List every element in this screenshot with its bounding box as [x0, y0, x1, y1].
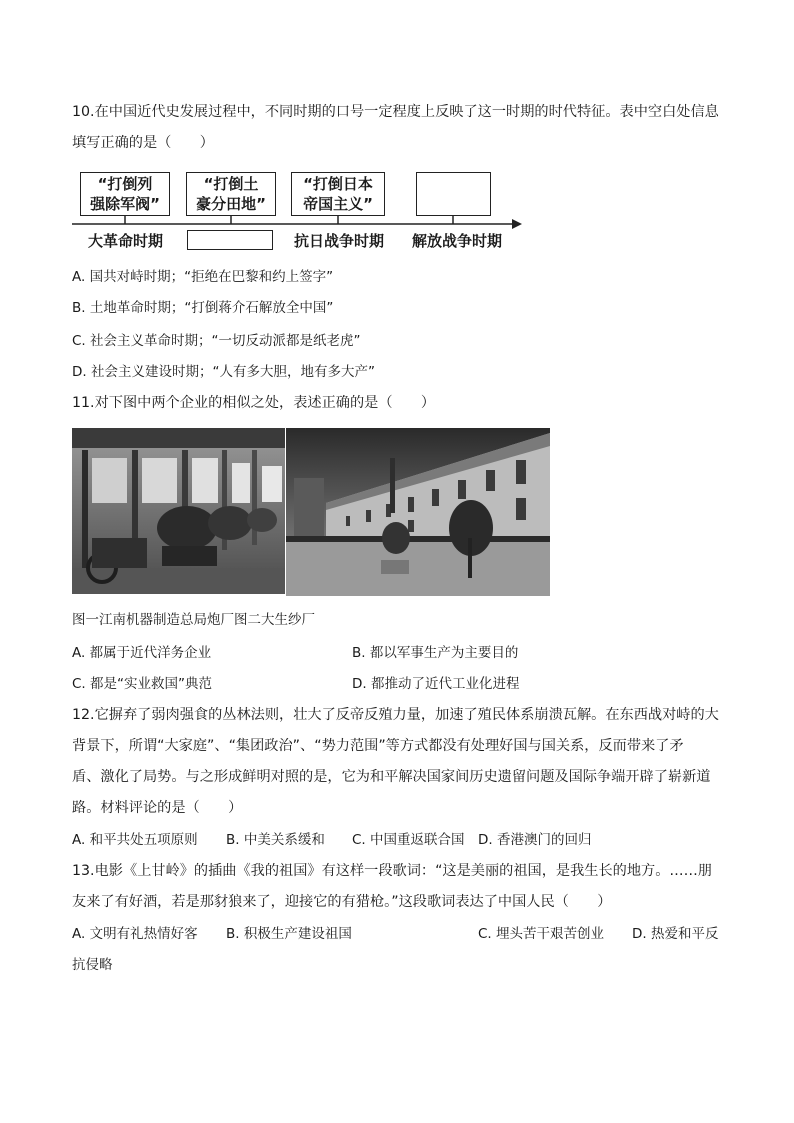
q11-option-b: B. 都以军事生产为主要目的: [352, 645, 519, 661]
q13-option-d: D. 热爱和平反: [632, 926, 719, 942]
q12-stem-line3: 盾、激化了局势。与之形成鲜明对照的是，它为和平解决国家间历史遗留问题及国际争端开辟了崭新道: [72, 769, 711, 785]
photo-jiangnan-arsenal: [72, 428, 285, 594]
q11-option-a: A. 都属于近代洋务企业: [72, 645, 212, 661]
q13-option-d-wrap: 抗侵略: [72, 957, 113, 973]
q10-option-c: C. 社会主义革命时期；“一切反动派都是纸老虎”: [72, 333, 361, 349]
q12-option-d: D. 香港澳门的回归: [478, 832, 592, 848]
q12-stem-line2: 背景下，所谓“大家庭”、“集团政治”、“势力范围”等方式都没有处理好国与国关系，反而带来了矛: [72, 738, 684, 754]
q10-stem-line1: 10.在中国近代史发展过程中，不同时期的口号一定程度上反映了这一时期的时代特征。表中空白处信息: [72, 104, 719, 120]
timeline-slogan-1: “打倒列 强除军阀”: [80, 172, 170, 216]
q13-stem-line2: 友来了有好酒，若是那豺狼来了，迎接它的有猎枪。”这段歌词表达了中国人民（ ）: [72, 894, 612, 910]
photo-dasheng-mill: [286, 428, 550, 596]
q12-option-b: B. 中美关系缓和: [226, 832, 325, 848]
q11-option-c: C. 都是“实业救国”典范: [72, 676, 212, 692]
timeline-slogan-2: “打倒土 豪分田地”: [186, 172, 276, 216]
q12-option-c: C. 中国重返联合国: [352, 832, 465, 848]
q12-stem-line1: 12.它摒弃了弱肉强食的丛林法则，壮大了反帝反殖力量，加速了殖民体系崩溃瓦解。在东西战对峙的大: [72, 707, 719, 723]
timeline-slogan-3: “打倒日本 帝国主义”: [291, 172, 385, 216]
q10-option-d: D. 社会主义建设时期；“人有多大胆，地有多大产”: [72, 364, 375, 380]
q12-option-a: A. 和平共处五项原则: [72, 832, 198, 848]
q11-stem: 11.对下图中两个企业的相似之处，表述正确的是（ ）: [72, 395, 436, 411]
timeline-period-1: 大革命时期: [88, 232, 164, 250]
timeline-period-blank: [187, 230, 273, 250]
timeline-axis: [0, 0, 794, 260]
q13-option-c: C. 埋头苦干艰苦创业: [478, 926, 605, 942]
q13-option-a: A. 文明有礼热情好客: [72, 926, 198, 942]
q11-caption: 图一江南机器制造总局炮厂图二大生纱厂: [72, 612, 315, 628]
timeline-period-3: 抗日战争时期: [294, 232, 385, 250]
q13-stem-line1: 13.电影《上甘岭》的插曲《我的祖国》有这样一段歌词：“这是美丽的祖国，是我生长的地方。……朋: [72, 863, 712, 879]
q10-option-a: A. 国共对峙时期；“拒绝在巴黎和约上签字”: [72, 269, 334, 285]
q11-option-d: D. 都推动了近代工业化进程: [352, 676, 520, 692]
q10-option-b: B. 土地革命时期；“打倒蒋介石解放全中国”: [72, 300, 334, 316]
timeline-period-4: 解放战争时期: [412, 232, 503, 250]
q12-stem-line4: 路。材料评论的是（ ）: [72, 800, 243, 816]
q10-stem-line2: 填写正确的是（ ）: [72, 135, 214, 151]
q13-option-b: B. 积极生产建设祖国: [226, 926, 352, 942]
